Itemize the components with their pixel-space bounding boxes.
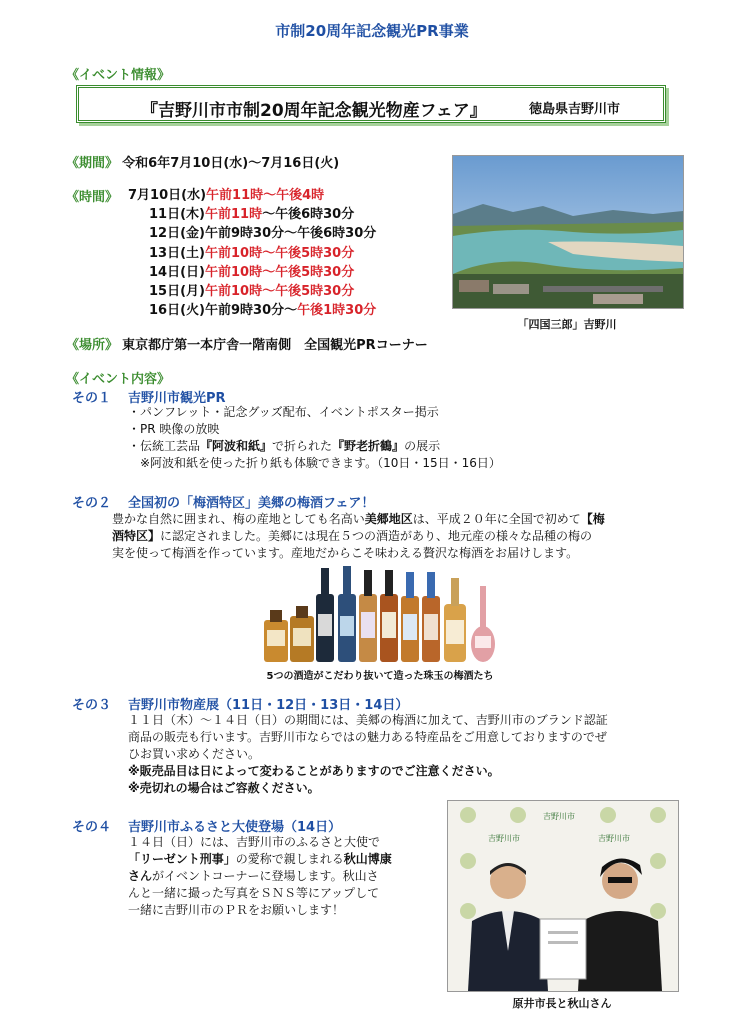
bottle [422, 572, 440, 662]
item3-title: 吉野川市物産展（11日・12日・13日・14日） [128, 698, 409, 713]
bottle [380, 570, 398, 662]
period-row [66, 152, 339, 171]
time-row: 15日(月)午前10時～午後5時30分 [149, 284, 355, 300]
item3-body: １１日（木）～１４日（日）の期間には、美郷の梅酒に加えて、吉野川市のブランド認証 商品の販売も行います。吉野川市ならではの魅力ある特産品をご用意しておりますのでぜ ひお買い求めください。 ※販売品目は日によって変わることがありますのでご注意ください。 ※売切れの場合はご容赦ください。 [128, 712, 718, 797]
place-value: 東京都庁第一本庁舎一階南側 全国観光PRコーナー [122, 338, 428, 353]
ambassador-caption: 原井市長と秋山さん [512, 997, 612, 1010]
bottle [444, 578, 466, 662]
item1-number: その１ [72, 391, 112, 406]
page-title: 市制20周年記念観光PR事業 [275, 22, 469, 40]
item1-bullet: ・パンフレット・記念グッズ配布、イベントポスター掲示 [128, 405, 439, 419]
bottle [338, 566, 356, 662]
item2-number: その２ [72, 496, 112, 511]
item2-body: 豊かな自然に囲まれ、梅の産地としても名高い美郷地区は、平成２０年に全国で初めて【梅 酒特区】に認定されました。美郷には現在５つの酒造があり、地元産の様々な品種の梅の 実を使って梅酒を作っています。産地だからこそ味わえる贅沢な梅酒をお届けします。 [112, 512, 605, 560]
time-row: 11日(木)午前11時～午後6時30分 [149, 207, 355, 223]
time-label: 《時間》 [66, 190, 119, 205]
time-row: 16日(火)午前9時30分～午後1時30分 [149, 303, 377, 319]
bottle [359, 570, 377, 662]
banner-title: 『吉野川市市制20周年記念観光物産フェア』 [141, 101, 487, 121]
item1-bullet: ・伝統工芸品『阿波和紙』で折られた『野老折鶴』の展示 [128, 439, 441, 453]
period-value: 令和6年7月10日(水)～7月16日(火) [122, 156, 340, 171]
item1-bullets [128, 404, 501, 472]
item1-bullet: ・PR 映像の放映 [128, 422, 220, 436]
ambassador-photo [447, 800, 679, 992]
umeshu-bottles-photo [258, 564, 498, 664]
backdrop-logo: 吉野川市 [598, 834, 630, 843]
backdrop-logo: 吉野川市 [488, 834, 520, 843]
bottle [290, 606, 314, 662]
backdrop-logo: 吉野川市 [543, 812, 575, 821]
bottle [316, 568, 334, 662]
item2-title: 全国初の「梅酒特区」美郷の梅酒フェア！ [128, 496, 375, 511]
place-row [66, 334, 428, 353]
item3-note: ※販売品目は日によって変わることがありますのでご注意ください。 [128, 764, 500, 778]
time-row: 14日(日)午前10時～午後5時30分 [149, 264, 355, 280]
event-info-label: 《イベント情報》 [66, 68, 171, 83]
period-label: 《期間》 [66, 156, 119, 171]
river-caption: 「四国三郎」吉野川 [517, 318, 617, 331]
item3-number: その３ [72, 698, 112, 713]
bottles-caption: 5つの酒造がこだわり抜いて造った珠玉の梅酒たち [266, 671, 494, 682]
banner-place: 徳島県吉野川市 [529, 102, 621, 117]
time-row: 7月10日(水)午前11時～午後4時 [128, 188, 325, 203]
item4-title: 吉野川市ふるさと大使登場（14日） [128, 820, 342, 835]
item1-note: ※阿波和紙を使った折り紙も体験できます。（10日・15日・16日） [140, 456, 501, 470]
time-row: 12日(金)午前9時30分～午後6時30分 [149, 226, 377, 242]
item1-title: 吉野川市観光PR [128, 391, 226, 406]
contents-label: 《イベント内容》 [66, 372, 171, 387]
river-photo [452, 155, 684, 309]
bottle [401, 572, 419, 662]
item4-number: その４ [72, 820, 112, 835]
bottle [471, 586, 495, 662]
event-banner [76, 85, 666, 123]
time-row: 13日(土)午前10時～午後5時30分 [149, 245, 355, 261]
bottle [264, 610, 288, 662]
item4-body: １４日（日）には、吉野川市のふるさと大使で 「リーゼント刑事」の愛称で親しまれる秋山博康 さんがイベントコーナーに登場します。秋山さ んと一緒に撮った写真をＳＮＳ等にアップして 一緒に吉野川市のＰＲをお願いします！ [128, 835, 392, 917]
place-label: 《場所》 [66, 338, 119, 353]
time-table [128, 186, 376, 320]
item3-note: ※売切れの場合はご容赦ください。 [128, 781, 320, 795]
